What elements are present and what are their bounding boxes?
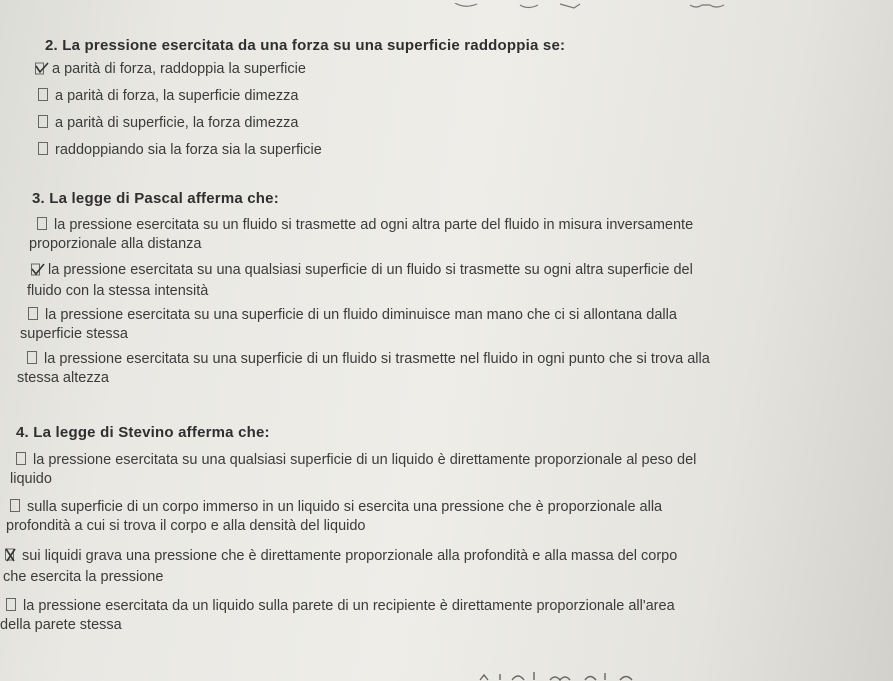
q4-option-3[interactable] xyxy=(3,547,677,587)
q4-option-3-line2: che esercita la pressione xyxy=(3,569,164,585)
q4-option-4-line1: la pressione esercitata da un liquido sulla parete di un recipiente è direttamente proporzionale all'area xyxy=(23,598,675,614)
q3-option-3-line2: superficie stessa xyxy=(20,326,128,342)
q3-option-3[interactable] xyxy=(20,306,825,344)
q2-option-1-text: a parità di forza, raddoppia la superficie xyxy=(52,61,306,77)
q3-option-1[interactable] xyxy=(29,216,820,254)
cut-off-bottom-text xyxy=(470,668,670,681)
checkbox-icon xyxy=(10,499,20,512)
question-3-title: 3. La legge di Pascal afferma che: xyxy=(32,190,279,207)
checkbox-icon xyxy=(27,351,37,364)
q3-option-2[interactable] xyxy=(27,261,821,301)
q4-option-1-line1: la pressione esercitata su una qualsiasi superficie di un liquido è direttamente proporzionale al peso del xyxy=(33,452,697,468)
checkmark-icon xyxy=(35,62,49,81)
q2-option-3-text: a parità di superficie, la forza dimezza xyxy=(55,115,299,131)
q2-option-4[interactable] xyxy=(38,141,322,160)
q4-option-2[interactable] xyxy=(6,498,838,536)
q3-option-1-line2: proporzionale alla distanza xyxy=(29,236,202,252)
q2-option-1[interactable] xyxy=(35,60,306,81)
checkbox-icon xyxy=(6,598,16,611)
q2-option-2-text: a parità di forza, la superficie dimezza xyxy=(55,88,299,104)
q3-option-2-line2: fluido con la stessa intensità xyxy=(27,283,209,299)
x-mark-icon xyxy=(5,548,19,568)
q4-option-1-line2: liquido xyxy=(10,471,52,487)
question-4-title: 4. La legge di Stevino afferma che: xyxy=(16,424,270,441)
q3-option-4-line2: stessa altezza xyxy=(17,370,109,386)
q3-option-3-line1: la pressione esercitata su una superficie di un fluido diminuisce man mano che ci si allontana dalla xyxy=(45,307,677,323)
q4-option-4-line2: della parete stessa xyxy=(0,617,122,633)
q3-option-4[interactable] xyxy=(17,350,710,388)
q2-option-4-text: raddoppiando sia la forza sia la superficie xyxy=(55,142,322,158)
checkbox-icon xyxy=(16,452,26,465)
q2-option-2[interactable] xyxy=(38,87,298,106)
q4-option-2-line1: sulla superficie di un corpo immerso in un liquido si esercita una pressione che è proporzionale alla xyxy=(27,499,663,515)
q4-option-3-line1: sui liquidi grava una pressione che è direttamente proporzionale alla profondità e alla massa del corpo xyxy=(22,548,678,564)
checkbox-icon xyxy=(38,142,48,155)
q2-option-3[interactable] xyxy=(38,114,298,133)
checkbox-icon xyxy=(38,115,48,128)
checkmark-icon xyxy=(31,263,45,282)
question-2-title: 2. La pressione esercitata da una forza su una superficie raddoppia se: xyxy=(45,37,566,54)
q3-option-1-line1: la pressione esercitata su un fluido si trasmette ad ogni altra parte del fluido in misura inversamente xyxy=(54,217,694,233)
q3-option-2-line1: la pressione esercitata su una qualsiasi superficie di un fluido si trasmette su ogni altra superficie del xyxy=(48,262,693,278)
checkbox-icon xyxy=(38,88,48,101)
q3-option-4-line1: la pressione esercitata su una superficie di un fluido si trasmette nel fluido in ogni punto che si trova alla xyxy=(44,351,710,367)
q4-option-4[interactable] xyxy=(0,597,675,635)
cut-off-top-text xyxy=(0,0,893,10)
checkbox-icon xyxy=(37,217,47,230)
checkbox-icon xyxy=(28,307,38,320)
q4-option-2-line2: profondità a cui si trova il corpo e alla densità del liquido xyxy=(6,518,366,534)
q4-option-1[interactable] xyxy=(10,451,696,489)
